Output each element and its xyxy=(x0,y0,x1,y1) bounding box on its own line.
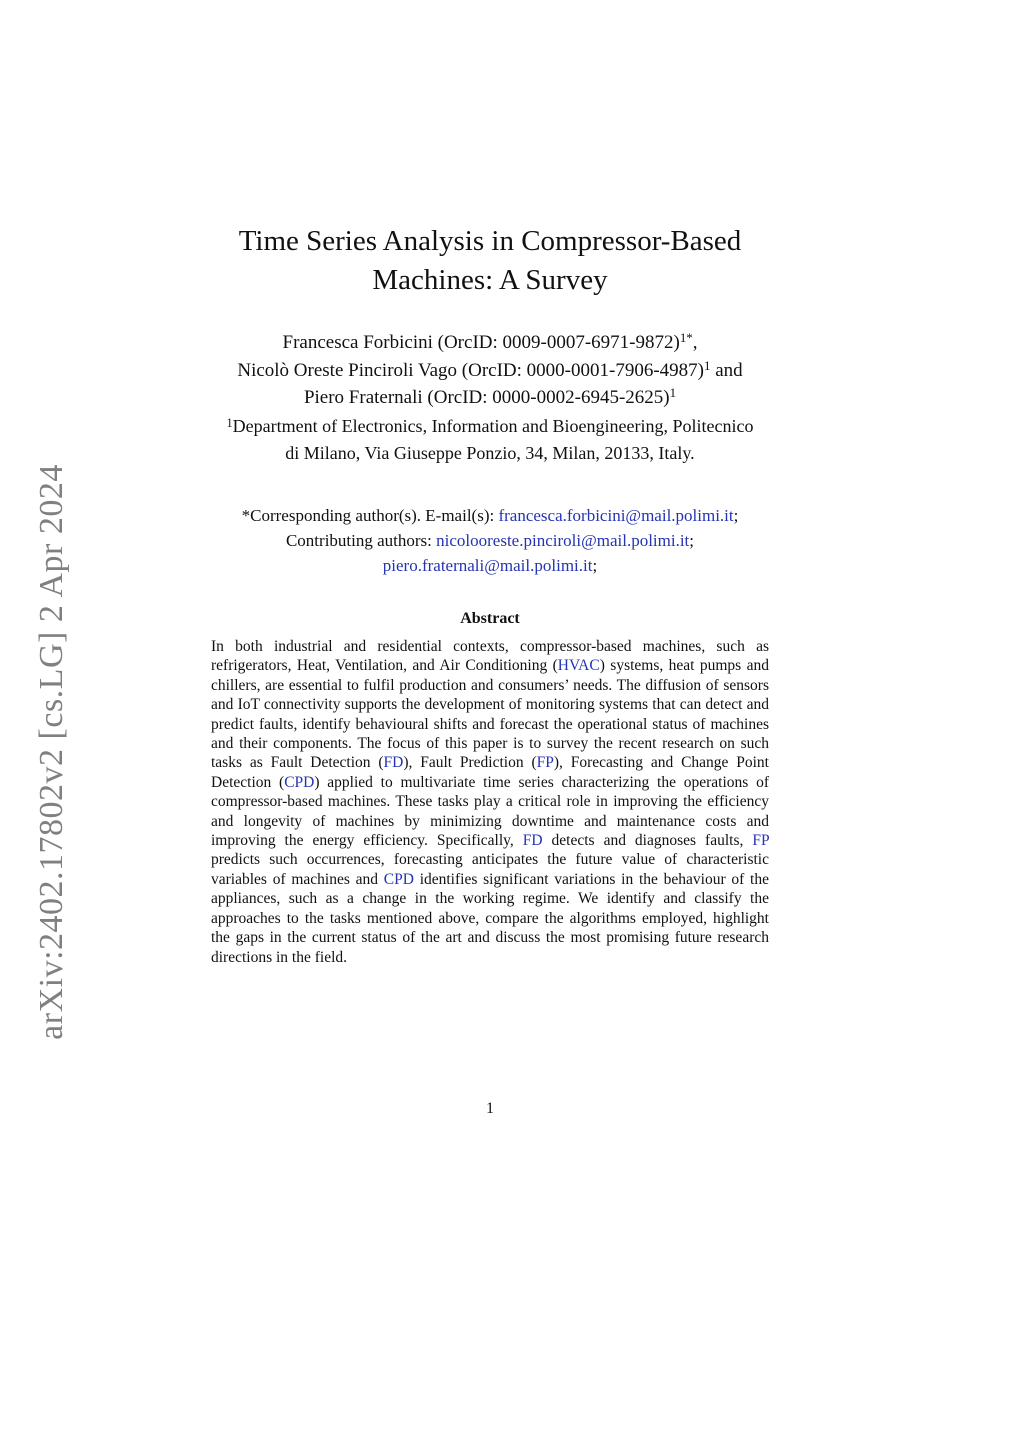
text-segment: Francesca Forbicini (OrcID: 0009-0007-6971-9872) xyxy=(282,332,680,353)
abstract-heading: Abstract xyxy=(460,610,520,627)
text-segment: ) systems, heat pumps and chillers, are essential to fulfil production and consumers’ needs. The diffusion of sensors and IoT connectivity supports the development of monitoring systems that can detect and predict faults, identify behavioural shifts and forecast the operational status of machines and their components. The focus of this paper is to survey the recent research on such tasks as Fault Detection ( xyxy=(211,657,769,772)
text-segment: 1* xyxy=(679,330,693,346)
text-segment: 1 xyxy=(704,357,711,373)
correspondence-line xyxy=(170,528,810,553)
acronym-link[interactable]: HVAC xyxy=(557,657,600,675)
text-segment: Department of Electronics, Information and Bioengineering, Politecnico xyxy=(232,416,754,436)
text-segment: detects and diagnoses faults, xyxy=(542,832,753,850)
arxiv-watermark: arXiv:2402.17802v2 [cs.LG] 2 Apr 2024 xyxy=(33,464,70,1040)
acronym-link[interactable]: FP xyxy=(752,832,769,850)
email-link[interactable]: piero.fraternali@mail.polimi.it xyxy=(382,556,593,575)
title-line-1: Time Series Analysis in Compressor-Based xyxy=(238,225,742,257)
text-segment: and xyxy=(710,359,743,381)
text-segment: 1 xyxy=(226,415,233,430)
text-segment: Contributing authors: xyxy=(285,531,437,550)
text-segment: ) applied to multivariate time series characterizing the operations of compressor-based machines. These tasks play a critical role in improving the efficiency and longevity of machines by minimizing downtime and maintenance costs and improving the energy efficiency. Specifically, xyxy=(211,773,769,850)
text-segment: ), Forecasting and Change Point Detection ( xyxy=(211,754,769,791)
text-segment: Piero Fraternali (OrcID: 0000-0002-6945-2625) xyxy=(303,387,670,408)
email-link[interactable]: nicolooreste.pinciroli@mail.polimi.it xyxy=(436,531,690,550)
affiliation-line xyxy=(170,441,810,466)
text-segment: ), Fault Prediction ( xyxy=(403,754,537,772)
paper-title xyxy=(170,222,810,300)
page-number: 1 xyxy=(486,1100,494,1117)
text-segment: , xyxy=(692,332,698,353)
acronym-link[interactable]: CPD xyxy=(383,870,414,888)
text-segment: ; xyxy=(592,556,598,575)
text-segment: predicts such occurrences, forecasting anticipates the future value of characteristic variables of machines and xyxy=(211,851,769,888)
text-segment: Nicolò Oreste Pinciroli Vago (OrcID: 0000-0001-7906-4987) xyxy=(237,359,704,381)
acronym-link[interactable]: CPD xyxy=(284,773,315,791)
correspondence-line xyxy=(170,503,810,528)
title-line-2: Machines: A Survey xyxy=(372,264,608,296)
author-line xyxy=(170,358,810,386)
correspondence-block xyxy=(170,503,810,578)
text-segment: In both industrial and residential contexts, compressor-based machines, such as refrigerators, Heat, Ventilation, and Air Conditioning ( xyxy=(211,638,769,675)
text-segment: identifies significant variations in the behaviour of the appliances, such as a change in the working regime. We identify and classify the approaches to the tasks mentioned above, compare the algorithms employed, highlight the gaps in the current status of the art and discuss the most promising future research directions in the field. xyxy=(211,870,769,966)
affiliation-line xyxy=(170,414,810,441)
acronym-link[interactable]: FD xyxy=(522,832,543,850)
correspondence-line xyxy=(170,553,810,578)
authors-block xyxy=(170,330,810,413)
text-segment: ; xyxy=(733,506,739,525)
author-line xyxy=(170,330,810,358)
text-segment: *Corresponding author(s). E-mail(s): xyxy=(241,506,499,525)
abstract-text xyxy=(211,637,769,967)
author-line xyxy=(170,385,810,413)
acronym-link[interactable]: FD xyxy=(383,754,404,772)
text-segment: ; xyxy=(689,531,695,550)
text-segment: 1 xyxy=(669,385,677,401)
email-link[interactable]: francesca.forbicini@mail.polimi.it xyxy=(498,506,734,525)
text-segment: di Milano, Via Giuseppe Ponzio, 34, Milan, 20133, Italy. xyxy=(285,443,695,463)
affiliation-block xyxy=(170,414,810,466)
acronym-link[interactable]: FP xyxy=(536,754,554,772)
